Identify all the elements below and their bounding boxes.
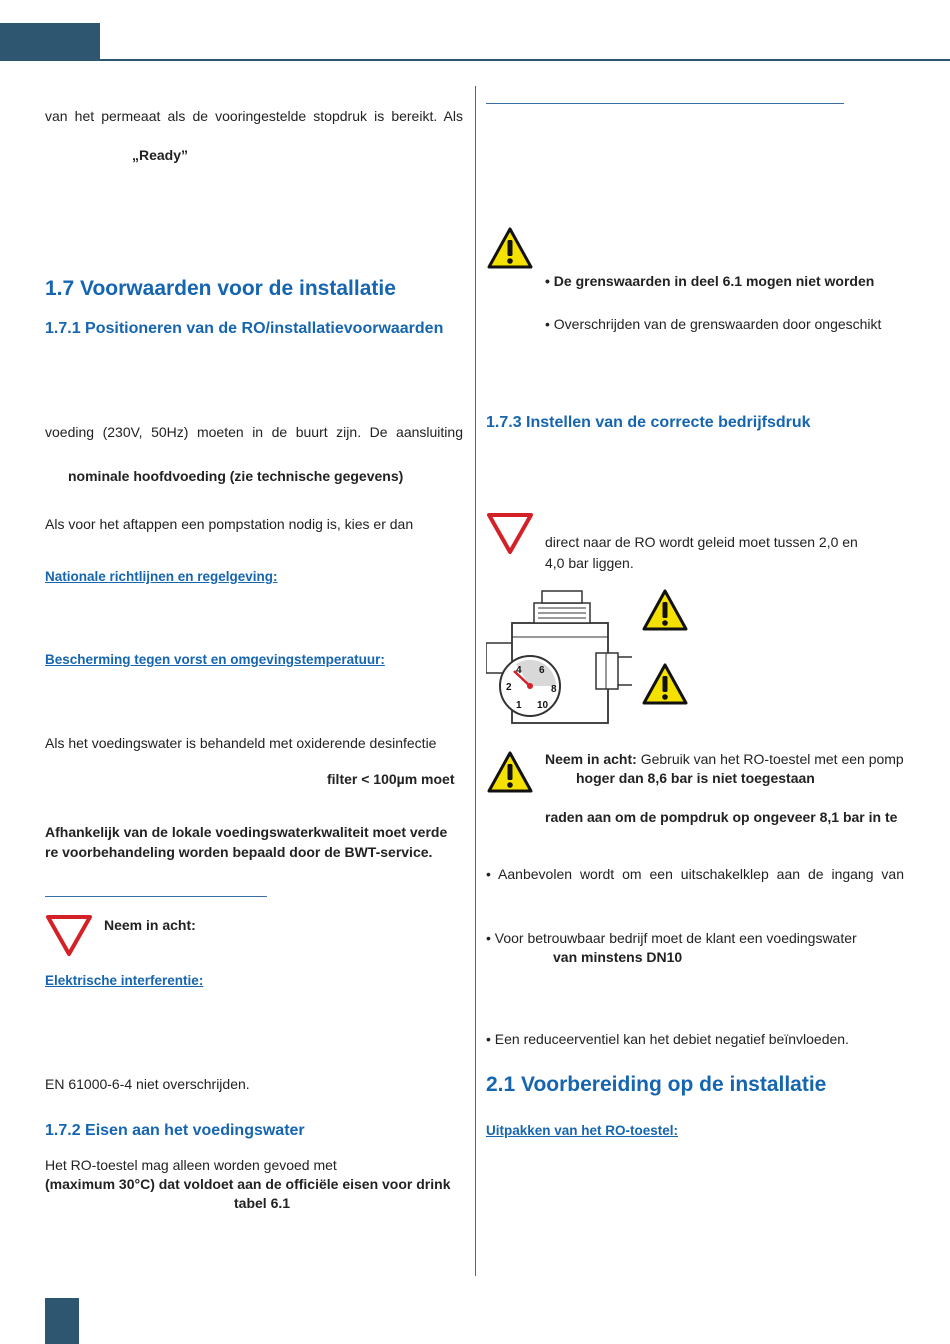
page-number-tab xyxy=(45,1298,79,1344)
bullet-grenswaarden: • De grenswaarden in deel 6.1 mogen niet worden xyxy=(545,273,875,289)
paragraph-afhankelijk-2: re voorbehandeling worden bepaald door de BWT-service. xyxy=(45,844,433,860)
paragraph-en-61000: EN 61000-6-4 niet overschrijden. xyxy=(45,1076,250,1092)
heading-1-7-3: 1.7.3 Instellen van de correcte bedrijfsdruk xyxy=(486,414,811,431)
paragraph-raden: raden aan om de pompdruk op ongeveer 8,1 bar in te xyxy=(545,809,898,825)
paragraph-filter: filter < 100µm moet xyxy=(327,771,455,787)
warning-icon xyxy=(641,662,689,706)
pressure-gauge-illustration xyxy=(486,585,636,730)
column-divider xyxy=(475,86,476,1276)
gauge-tick-8: 8 xyxy=(551,684,557,695)
section-rule-right xyxy=(486,103,844,104)
note-pomp xyxy=(545,749,904,769)
caution-triangle-icon xyxy=(45,914,93,958)
link-elektrische-interferentie[interactable]: Elektrische interferentie: xyxy=(45,973,204,988)
paragraph-dn10: van minstens DN10 xyxy=(553,949,683,965)
gauge-tick-1: 1 xyxy=(516,700,522,711)
paragraph-hoger: hoger dan 8,6 bar is niet toegestaan xyxy=(576,770,815,786)
note-neem-in-acht: Neem in acht: xyxy=(104,917,196,933)
paragraph-bar-liggen: 4,0 bar liggen. xyxy=(545,555,634,571)
paragraph-direct: direct naar de RO wordt geleid moet tussen 2,0 en xyxy=(545,534,858,550)
warning-icon xyxy=(486,226,534,270)
warning-icon xyxy=(486,750,534,794)
paragraph-tabel: tabel 6.1 xyxy=(234,1195,291,1211)
note-neem-label: Neem in acht: xyxy=(545,751,637,767)
paragraph-desinfectie: Als het voedingswater is behandeld met oxiderende desinfectie xyxy=(45,735,437,751)
header-rule xyxy=(0,59,950,61)
section-rule xyxy=(45,896,267,897)
paragraph-nominale: nominale hoofdvoeding (zie technische gegevens) xyxy=(68,468,404,484)
link-uitpakken[interactable]: Uitpakken van het RO-toestel: xyxy=(486,1123,679,1138)
link-bescherming-vorst[interactable]: Bescherming tegen vorst en omgevingstemperatuur: xyxy=(45,652,385,667)
paragraph-permeaat: van het permeaat als de vooringestelde stopdruk is bereikt. Als xyxy=(45,108,463,124)
heading-2-1: 2.1 Voorbereiding op de installatie xyxy=(486,1073,827,1096)
bullet-overschrijden: • Overschrijden van de grenswaarden door ongeschikt xyxy=(545,316,882,332)
paragraph-ro-toestel: Het RO-toestel mag alleen worden gevoed met xyxy=(45,1157,337,1173)
bullet-betrouwbaar: • Voor betrouwbaar bedrijf moet de klant een voedingswater xyxy=(486,930,857,946)
status-ready: „Ready” xyxy=(132,147,189,163)
bullet-reduceerventiel: • Een reduceerventiel kan het debiet negatief beïnvloeden. xyxy=(486,1031,849,1047)
caution-triangle-icon xyxy=(486,512,534,556)
note-pomp-text: Gebruik van het RO-toestel met een pomp xyxy=(636,751,904,767)
gauge-tick-2: 2 xyxy=(506,682,512,693)
heading-1-7: 1.7 Voorwaarden voor de installatie xyxy=(45,277,396,300)
gauge-tick-4: 4 xyxy=(516,665,522,676)
header-tab xyxy=(0,23,100,61)
heading-1-7-1: 1.7.1 Positioneren van de RO/installatievoorwaarden xyxy=(45,320,444,337)
paragraph-maximum: (maximum 30°C) dat voldoet aan de officiële eisen voor drink xyxy=(45,1176,451,1192)
bullet-aanbevolen: • Aanbevolen wordt om een uitschakelklep aan de ingang van xyxy=(486,866,904,882)
gauge-tick-6: 6 xyxy=(539,665,545,676)
paragraph-pompstation: Als voor het aftappen een pompstation nodig is, kies er dan xyxy=(45,516,414,532)
link-nationale-richtlijnen[interactable]: Nationale richtlijnen en regelgeving: xyxy=(45,569,278,584)
gauge-tick-10: 10 xyxy=(537,700,549,711)
heading-1-7-2: 1.7.2 Eisen aan het voedingswater xyxy=(45,1122,305,1139)
warning-icon xyxy=(641,588,689,632)
paragraph-voeding: voeding (230V, 50Hz) moeten in de buurt zijn. De aansluiting xyxy=(45,424,463,440)
paragraph-afhankelijk-1: Afhankelijk van de lokale voedingswaterkwaliteit moet verde xyxy=(45,824,448,840)
